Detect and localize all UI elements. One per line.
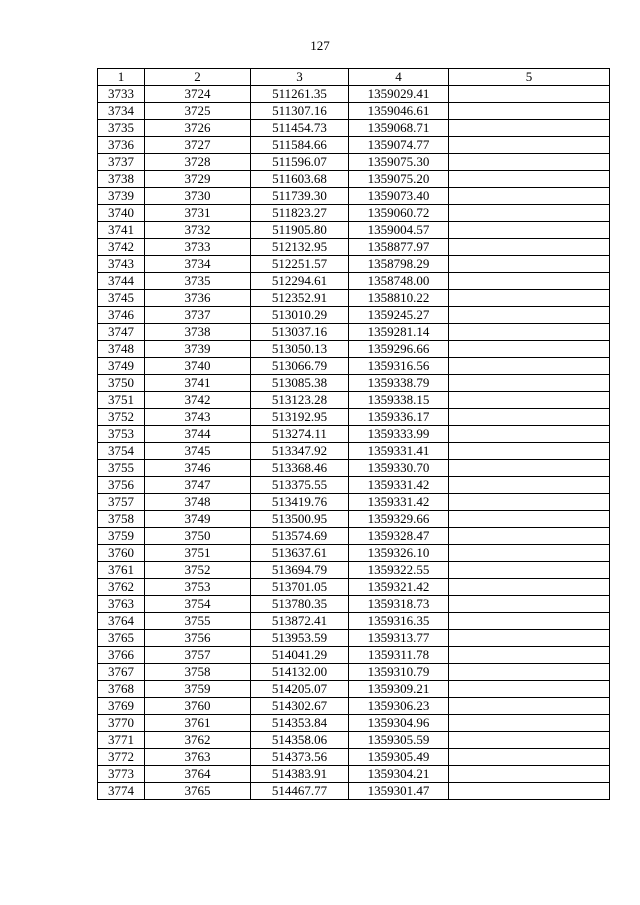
coordinate-y-cell: 1359304.21 — [349, 766, 449, 783]
note-cell — [449, 358, 610, 375]
table-row — [98, 681, 610, 698]
point-id-cell: 3751 — [145, 545, 251, 562]
coordinate-x-cell: 511454.73 — [251, 120, 349, 137]
table-row — [98, 494, 610, 511]
point-id-cell: 3755 — [145, 613, 251, 630]
coordinate-y-cell: 1359318.73 — [349, 596, 449, 613]
point-id-cell: 3754 — [145, 596, 251, 613]
coordinate-y-cell: 1359322.55 — [349, 562, 449, 579]
point-number-cell: 3771 — [98, 732, 145, 749]
coordinates-table — [97, 68, 610, 800]
point-number-cell: 3736 — [98, 137, 145, 154]
point-id-cell: 3739 — [145, 341, 251, 358]
coordinate-y-cell: 1359329.66 — [349, 511, 449, 528]
coordinate-y-cell: 1359316.35 — [349, 613, 449, 630]
table-header — [98, 69, 610, 86]
point-id-cell: 3734 — [145, 256, 251, 273]
table-row — [98, 392, 610, 409]
coordinate-x-cell: 513010.29 — [251, 307, 349, 324]
table-row — [98, 222, 610, 239]
coordinate-x-cell: 511823.27 — [251, 205, 349, 222]
coordinate-x-cell: 511603.68 — [251, 171, 349, 188]
point-id-cell: 3727 — [145, 137, 251, 154]
table-row — [98, 749, 610, 766]
table-row — [98, 630, 610, 647]
coordinate-y-cell: 1359046.61 — [349, 103, 449, 120]
point-number-cell: 3768 — [98, 681, 145, 698]
table-row — [98, 375, 610, 392]
point-number-cell: 3740 — [98, 205, 145, 222]
coordinate-y-cell: 1359338.79 — [349, 375, 449, 392]
coordinate-x-cell: 513085.38 — [251, 375, 349, 392]
coordinate-y-cell: 1358798.29 — [349, 256, 449, 273]
point-id-cell: 3753 — [145, 579, 251, 596]
point-id-cell: 3750 — [145, 528, 251, 545]
point-id-cell: 3756 — [145, 630, 251, 647]
coordinate-x-cell: 514132.00 — [251, 664, 349, 681]
table-row — [98, 426, 610, 443]
note-cell — [449, 766, 610, 783]
table-row — [98, 664, 610, 681]
point-id-cell: 3746 — [145, 460, 251, 477]
note-cell — [449, 324, 610, 341]
coordinate-y-cell: 1359331.42 — [349, 494, 449, 511]
coordinate-y-cell: 1359333.99 — [349, 426, 449, 443]
table-row — [98, 120, 610, 137]
note-cell — [449, 579, 610, 596]
coordinate-y-cell: 1359321.42 — [349, 579, 449, 596]
point-id-cell: 3738 — [145, 324, 251, 341]
point-id-cell: 3728 — [145, 154, 251, 171]
table-row — [98, 562, 610, 579]
point-id-cell: 3737 — [145, 307, 251, 324]
coordinate-y-cell: 1359301.47 — [349, 783, 449, 800]
point-number-cell: 3738 — [98, 171, 145, 188]
coordinate-x-cell: 514041.29 — [251, 647, 349, 664]
note-cell — [449, 375, 610, 392]
note-cell — [449, 426, 610, 443]
point-id-cell: 3747 — [145, 477, 251, 494]
point-id-cell: 3749 — [145, 511, 251, 528]
table-row — [98, 137, 610, 154]
table-row — [98, 766, 610, 783]
coordinate-y-cell: 1359004.57 — [349, 222, 449, 239]
note-cell — [449, 664, 610, 681]
note-cell — [449, 528, 610, 545]
point-number-cell: 3734 — [98, 103, 145, 120]
coordinate-y-cell: 1358748.00 — [349, 273, 449, 290]
coordinate-x-cell: 513500.95 — [251, 511, 349, 528]
point-number-cell: 3739 — [98, 188, 145, 205]
coordinate-x-cell: 513574.69 — [251, 528, 349, 545]
table-row — [98, 511, 610, 528]
coordinate-y-cell: 1359068.71 — [349, 120, 449, 137]
coordinate-x-cell: 513123.28 — [251, 392, 349, 409]
table-row — [98, 154, 610, 171]
table-row — [98, 732, 610, 749]
point-id-cell: 3757 — [145, 647, 251, 664]
note-cell — [449, 392, 610, 409]
point-id-cell: 3742 — [145, 392, 251, 409]
coordinate-x-cell: 511584.66 — [251, 137, 349, 154]
note-cell — [449, 545, 610, 562]
point-id-cell: 3733 — [145, 239, 251, 256]
coordinate-x-cell: 514467.77 — [251, 783, 349, 800]
point-number-cell: 3744 — [98, 273, 145, 290]
note-cell — [449, 307, 610, 324]
point-number-cell: 3758 — [98, 511, 145, 528]
point-id-cell: 3761 — [145, 715, 251, 732]
table-row — [98, 103, 610, 120]
point-number-cell: 3761 — [98, 562, 145, 579]
coordinate-x-cell: 513375.55 — [251, 477, 349, 494]
column-header-2: 2 — [145, 69, 251, 86]
coordinate-x-cell: 513701.05 — [251, 579, 349, 596]
note-cell — [449, 137, 610, 154]
note-cell — [449, 256, 610, 273]
table-row — [98, 239, 610, 256]
note-cell — [449, 783, 610, 800]
point-number-cell: 3773 — [98, 766, 145, 783]
note-cell — [449, 596, 610, 613]
table-row — [98, 596, 610, 613]
point-id-cell: 3763 — [145, 749, 251, 766]
coordinate-y-cell: 1359075.30 — [349, 154, 449, 171]
note-cell — [449, 154, 610, 171]
point-id-cell: 3740 — [145, 358, 251, 375]
point-id-cell: 3759 — [145, 681, 251, 698]
coordinate-x-cell: 513694.79 — [251, 562, 349, 579]
point-id-cell: 3764 — [145, 766, 251, 783]
table-row — [98, 358, 610, 375]
point-id-cell: 3762 — [145, 732, 251, 749]
note-cell — [449, 511, 610, 528]
coordinate-x-cell: 512294.61 — [251, 273, 349, 290]
point-number-cell: 3764 — [98, 613, 145, 630]
point-id-cell: 3729 — [145, 171, 251, 188]
point-number-cell: 3741 — [98, 222, 145, 239]
table-row — [98, 256, 610, 273]
coordinate-y-cell: 1359310.79 — [349, 664, 449, 681]
coordinate-x-cell: 513037.16 — [251, 324, 349, 341]
coordinate-x-cell: 513419.76 — [251, 494, 349, 511]
coordinate-y-cell: 1359281.14 — [349, 324, 449, 341]
point-number-cell: 3743 — [98, 256, 145, 273]
coordinate-y-cell: 1359330.70 — [349, 460, 449, 477]
point-number-cell: 3745 — [98, 290, 145, 307]
point-id-cell: 3760 — [145, 698, 251, 715]
note-cell — [449, 494, 610, 511]
point-id-cell: 3725 — [145, 103, 251, 120]
column-header-3: 3 — [251, 69, 349, 86]
table-row — [98, 86, 610, 103]
coordinate-x-cell: 511261.35 — [251, 86, 349, 103]
note-cell — [449, 86, 610, 103]
coordinate-y-cell: 1359075.20 — [349, 171, 449, 188]
point-number-cell: 3748 — [98, 341, 145, 358]
point-number-cell: 3756 — [98, 477, 145, 494]
table-row — [98, 477, 610, 494]
point-number-cell: 3763 — [98, 596, 145, 613]
coordinate-x-cell: 513368.46 — [251, 460, 349, 477]
coordinate-x-cell: 513637.61 — [251, 545, 349, 562]
note-cell — [449, 290, 610, 307]
point-number-cell: 3760 — [98, 545, 145, 562]
point-number-cell: 3735 — [98, 120, 145, 137]
table-body — [98, 86, 610, 800]
coordinate-x-cell: 513274.11 — [251, 426, 349, 443]
table-row — [98, 647, 610, 664]
coordinate-x-cell: 513192.95 — [251, 409, 349, 426]
coordinate-y-cell: 1358810.22 — [349, 290, 449, 307]
note-cell — [449, 205, 610, 222]
coordinate-x-cell: 514383.91 — [251, 766, 349, 783]
coordinate-x-cell: 514373.56 — [251, 749, 349, 766]
point-id-cell: 3752 — [145, 562, 251, 579]
point-number-cell: 3759 — [98, 528, 145, 545]
point-id-cell: 3741 — [145, 375, 251, 392]
point-number-cell: 3767 — [98, 664, 145, 681]
coordinate-y-cell: 1358877.97 — [349, 239, 449, 256]
point-id-cell: 3732 — [145, 222, 251, 239]
table-row — [98, 613, 610, 630]
note-cell — [449, 477, 610, 494]
coordinate-x-cell: 512251.57 — [251, 256, 349, 273]
point-number-cell: 3754 — [98, 443, 145, 460]
note-cell — [449, 273, 610, 290]
coordinate-y-cell: 1359309.21 — [349, 681, 449, 698]
coordinate-y-cell: 1359331.41 — [349, 443, 449, 460]
note-cell — [449, 681, 610, 698]
note-cell — [449, 409, 610, 426]
point-id-cell: 3731 — [145, 205, 251, 222]
page-number: 127 — [310, 38, 330, 53]
point-id-cell: 3745 — [145, 443, 251, 460]
coordinate-x-cell: 513066.79 — [251, 358, 349, 375]
coordinate-x-cell: 514302.67 — [251, 698, 349, 715]
point-number-cell: 3757 — [98, 494, 145, 511]
point-number-cell: 3755 — [98, 460, 145, 477]
point-number-cell: 3769 — [98, 698, 145, 715]
column-header-5: 5 — [449, 69, 610, 86]
point-id-cell: 3744 — [145, 426, 251, 443]
coordinate-y-cell: 1359316.56 — [349, 358, 449, 375]
coordinate-y-cell: 1359313.77 — [349, 630, 449, 647]
coordinate-y-cell: 1359296.66 — [349, 341, 449, 358]
note-cell — [449, 715, 610, 732]
note-cell — [449, 443, 610, 460]
coordinate-x-cell: 512352.91 — [251, 290, 349, 307]
point-number-cell: 3751 — [98, 392, 145, 409]
point-number-cell: 3766 — [98, 647, 145, 664]
coordinate-y-cell: 1359245.27 — [349, 307, 449, 324]
table-row — [98, 783, 610, 800]
coordinate-x-cell: 513953.59 — [251, 630, 349, 647]
coordinate-y-cell: 1359336.17 — [349, 409, 449, 426]
coordinate-y-cell: 1359060.72 — [349, 205, 449, 222]
table-row — [98, 290, 610, 307]
point-id-cell: 3765 — [145, 783, 251, 800]
table-row — [98, 460, 610, 477]
coordinate-x-cell: 511596.07 — [251, 154, 349, 171]
point-number-cell: 3750 — [98, 375, 145, 392]
point-id-cell: 3730 — [145, 188, 251, 205]
point-number-cell: 3753 — [98, 426, 145, 443]
table-row — [98, 443, 610, 460]
point-number-cell: 3747 — [98, 324, 145, 341]
point-id-cell: 3736 — [145, 290, 251, 307]
coordinate-x-cell: 511307.16 — [251, 103, 349, 120]
coordinate-y-cell: 1359029.41 — [349, 86, 449, 103]
table-row — [98, 307, 610, 324]
note-cell — [449, 341, 610, 358]
point-number-cell: 3774 — [98, 783, 145, 800]
note-cell — [449, 239, 610, 256]
note-cell — [449, 120, 610, 137]
coordinate-y-cell: 1359331.42 — [349, 477, 449, 494]
coordinate-x-cell: 513780.35 — [251, 596, 349, 613]
point-number-cell: 3742 — [98, 239, 145, 256]
table-row — [98, 171, 610, 188]
table-row — [98, 205, 610, 222]
coordinate-y-cell: 1359304.96 — [349, 715, 449, 732]
table-row — [98, 698, 610, 715]
note-cell — [449, 732, 610, 749]
coordinate-x-cell: 513872.41 — [251, 613, 349, 630]
point-number-cell: 3749 — [98, 358, 145, 375]
coordinate-x-cell: 514358.06 — [251, 732, 349, 749]
column-header-4: 4 — [349, 69, 449, 86]
point-number-cell: 3770 — [98, 715, 145, 732]
table-row — [98, 341, 610, 358]
note-cell — [449, 171, 610, 188]
coordinate-y-cell: 1359074.77 — [349, 137, 449, 154]
note-cell — [449, 698, 610, 715]
point-number-cell: 3752 — [98, 409, 145, 426]
coordinate-x-cell: 514353.84 — [251, 715, 349, 732]
point-number-cell: 3765 — [98, 630, 145, 647]
header-row — [98, 69, 610, 86]
coordinate-y-cell: 1359306.23 — [349, 698, 449, 715]
note-cell — [449, 222, 610, 239]
table-row — [98, 715, 610, 732]
coordinate-y-cell: 1359305.49 — [349, 749, 449, 766]
table-row — [98, 409, 610, 426]
note-cell — [449, 188, 610, 205]
note-cell — [449, 749, 610, 766]
coordinate-x-cell: 513050.13 — [251, 341, 349, 358]
note-cell — [449, 103, 610, 120]
point-id-cell: 3748 — [145, 494, 251, 511]
column-header-1: 1 — [98, 69, 145, 86]
point-number-cell: 3746 — [98, 307, 145, 324]
point-number-cell: 3733 — [98, 86, 145, 103]
coordinate-x-cell: 512132.95 — [251, 239, 349, 256]
note-cell — [449, 613, 610, 630]
table-row — [98, 545, 610, 562]
point-id-cell: 3726 — [145, 120, 251, 137]
point-number-cell: 3737 — [98, 154, 145, 171]
coordinate-y-cell: 1359328.47 — [349, 528, 449, 545]
point-number-cell: 3762 — [98, 579, 145, 596]
note-cell — [449, 630, 610, 647]
coordinate-y-cell: 1359073.40 — [349, 188, 449, 205]
table-row — [98, 528, 610, 545]
coordinate-x-cell: 513347.92 — [251, 443, 349, 460]
table-row — [98, 188, 610, 205]
coordinate-x-cell: 511739.30 — [251, 188, 349, 205]
point-number-cell: 3772 — [98, 749, 145, 766]
coordinate-y-cell: 1359311.78 — [349, 647, 449, 664]
point-id-cell: 3724 — [145, 86, 251, 103]
coordinate-x-cell: 511905.80 — [251, 222, 349, 239]
point-id-cell: 3743 — [145, 409, 251, 426]
table-row — [98, 273, 610, 290]
coordinate-y-cell: 1359305.59 — [349, 732, 449, 749]
coordinate-y-cell: 1359326.10 — [349, 545, 449, 562]
table-row — [98, 324, 610, 341]
point-id-cell: 3758 — [145, 664, 251, 681]
table-row — [98, 579, 610, 596]
point-id-cell: 3735 — [145, 273, 251, 290]
note-cell — [449, 647, 610, 664]
coordinate-y-cell: 1359338.15 — [349, 392, 449, 409]
coordinate-x-cell: 514205.07 — [251, 681, 349, 698]
note-cell — [449, 460, 610, 477]
note-cell — [449, 562, 610, 579]
